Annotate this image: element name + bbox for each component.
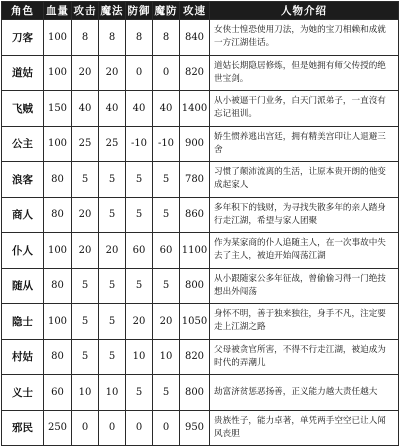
role-cell: 仆人 — [2, 233, 44, 269]
hp-cell: 150 — [44, 91, 72, 127]
header-magic-defense: 魔防 — [153, 2, 180, 20]
header-hp: 血量 — [44, 2, 72, 20]
header-row — [2, 2, 399, 20]
header-magic: 魔法 — [99, 2, 126, 20]
defense-cell: 5 — [126, 375, 153, 411]
defense-cell: 0 — [126, 55, 153, 91]
header-description: 人物介绍 — [210, 2, 399, 20]
attack-cell: 0 — [72, 410, 99, 446]
defense-cell: 60 — [126, 233, 153, 269]
magic-defense-cell: 60 — [153, 233, 180, 269]
magic-defense-cell: 40 — [153, 91, 180, 127]
attack-speed-cell: 950 — [180, 410, 210, 446]
role-cell: 邪民 — [2, 410, 44, 446]
hp-cell: 100 — [44, 233, 72, 269]
hp-cell: 100 — [44, 20, 72, 56]
hp-cell: 100 — [44, 126, 72, 162]
magic-defense-cell: 5 — [153, 375, 180, 411]
magic-cell: 5 — [99, 304, 126, 340]
header-attack-speed: 攻速 — [180, 2, 210, 20]
magic-defense-cell: 10 — [153, 339, 180, 375]
table-row — [2, 304, 399, 340]
hp-cell: 80 — [44, 339, 72, 375]
attack-speed-cell: 1050 — [180, 304, 210, 340]
defense-cell: 10 — [126, 339, 153, 375]
role-cell: 公主 — [2, 126, 44, 162]
defense-cell: 5 — [126, 197, 153, 233]
attack-speed-cell: 860 — [180, 197, 210, 233]
defense-cell: 20 — [126, 304, 153, 340]
table-row — [2, 375, 399, 411]
magic-cell: 8 — [99, 20, 126, 56]
magic-defense-cell: 5 — [153, 197, 180, 233]
attack-speed-cell: 840 — [180, 20, 210, 56]
defense-cell: 8 — [126, 20, 153, 56]
magic-defense-cell: 0 — [153, 55, 180, 91]
hp-cell: 60 — [44, 375, 72, 411]
magic-cell: 10 — [99, 375, 126, 411]
attack-speed-cell: 820 — [180, 55, 210, 91]
magic-defense-cell: 8 — [153, 20, 180, 56]
table-row — [2, 339, 399, 375]
role-cell: 浪客 — [2, 162, 44, 198]
description-cell: 从小跟随家公多年征战，曾偷偷习得一门绝技想出外闯荡 — [210, 268, 399, 304]
defense-cell: 5 — [126, 162, 153, 198]
magic-cell: 5 — [99, 197, 126, 233]
attack-cell: 25 — [72, 126, 99, 162]
defense-cell: 0 — [126, 410, 153, 446]
table-row — [2, 91, 399, 127]
description-cell: 身怀不明，善于独来独往，身手不凡，注定要走上江湖之路 — [210, 304, 399, 340]
magic-cell: 5 — [99, 162, 126, 198]
attack-cell: 5 — [72, 268, 99, 304]
description-cell: 父母被贪官所害，不得不行走江湖，被迫成为时代的弄潮儿 — [210, 339, 399, 375]
hp-cell: 80 — [44, 162, 72, 198]
attack-cell: 5 — [72, 339, 99, 375]
attack-speed-cell: 1100 — [180, 233, 210, 269]
role-cell: 随从 — [2, 268, 44, 304]
attack-cell: 40 — [72, 91, 99, 127]
table-row — [2, 410, 399, 446]
attack-cell: 5 — [72, 162, 99, 198]
character-stats-table — [1, 1, 399, 446]
description-cell: 多年积下的钱财，为寻找失散多年的亲人踏身行走江湖，希望与家人团聚 — [210, 197, 399, 233]
attack-cell: 5 — [72, 304, 99, 340]
role-cell: 道姑 — [2, 55, 44, 91]
attack-cell: 20 — [72, 233, 99, 269]
magic-defense-cell: 5 — [153, 162, 180, 198]
role-cell: 商人 — [2, 197, 44, 233]
role-cell: 村姑 — [2, 339, 44, 375]
attack-speed-cell: 820 — [180, 339, 210, 375]
attack-speed-cell: 800 — [180, 268, 210, 304]
description-cell: 作为某家商的仆人追随主人，在一次事故中失去了主人，被迫开始闯荡江湖 — [210, 233, 399, 269]
description-cell: 贵族性子，能力卓著，单凭两手空空已让人闻风丧胆 — [210, 410, 399, 446]
hp-cell: 100 — [44, 55, 72, 91]
magic-cell: 5 — [99, 339, 126, 375]
header-attack: 攻击 — [72, 2, 99, 20]
attack-speed-cell: 780 — [180, 162, 210, 198]
magic-cell: 20 — [99, 55, 126, 91]
role-cell: 隐士 — [2, 304, 44, 340]
table-row — [2, 20, 399, 56]
hp-cell: 80 — [44, 268, 72, 304]
attack-cell: 20 — [72, 55, 99, 91]
description-cell: 道姑长期隐居修炼，但是她拥有师父传授的绝世宝剑。 — [210, 55, 399, 91]
magic-defense-cell: 5 — [153, 268, 180, 304]
magic-defense-cell: 20 — [153, 304, 180, 340]
hp-cell: 100 — [44, 304, 72, 340]
magic-defense-cell: -10 — [153, 126, 180, 162]
description-cell: 娇生惯养逃出宫廷，拥有精美宫印让人退避三舍 — [210, 126, 399, 162]
hp-cell: 80 — [44, 197, 72, 233]
role-cell: 飞贼 — [2, 91, 44, 127]
table-row — [2, 126, 399, 162]
header-defense: 防御 — [126, 2, 153, 20]
attack-speed-cell: 900 — [180, 126, 210, 162]
header-role: 角色 — [2, 2, 44, 20]
defense-cell: -10 — [126, 126, 153, 162]
magic-cell: 25 — [99, 126, 126, 162]
table-row — [2, 268, 399, 304]
table-row — [2, 162, 399, 198]
hp-cell: 250 — [44, 410, 72, 446]
table-row — [2, 197, 399, 233]
magic-cell: 0 — [99, 410, 126, 446]
defense-cell: 5 — [126, 268, 153, 304]
description-cell: 女侠士惶恐使用刀法，为她的宝刀相赖和成就一方江湖佳话。 — [210, 20, 399, 56]
role-cell: 刀客 — [2, 20, 44, 56]
attack-cell: 10 — [72, 375, 99, 411]
table-row — [2, 55, 399, 91]
table-row — [2, 233, 399, 269]
description-cell: 劫富济贫惩恶扬善，正义能力越大责任越大 — [210, 375, 399, 411]
defense-cell: 40 — [126, 91, 153, 127]
attack-speed-cell: 1400 — [180, 91, 210, 127]
magic-defense-cell: 0 — [153, 410, 180, 446]
attack-cell: 8 — [72, 20, 99, 56]
attack-speed-cell: 800 — [180, 375, 210, 411]
role-cell: 义士 — [2, 375, 44, 411]
attack-cell: 20 — [72, 197, 99, 233]
magic-cell: 20 — [99, 233, 126, 269]
magic-cell: 40 — [99, 91, 126, 127]
magic-cell: 5 — [99, 268, 126, 304]
description-cell: 习惯了颠沛流离的生活，让原本贵开朗的他变成起家人 — [210, 162, 399, 198]
description-cell: 从小被逼干门业务，白天门派弟子，一直沒有忘记祖训。 — [210, 91, 399, 127]
